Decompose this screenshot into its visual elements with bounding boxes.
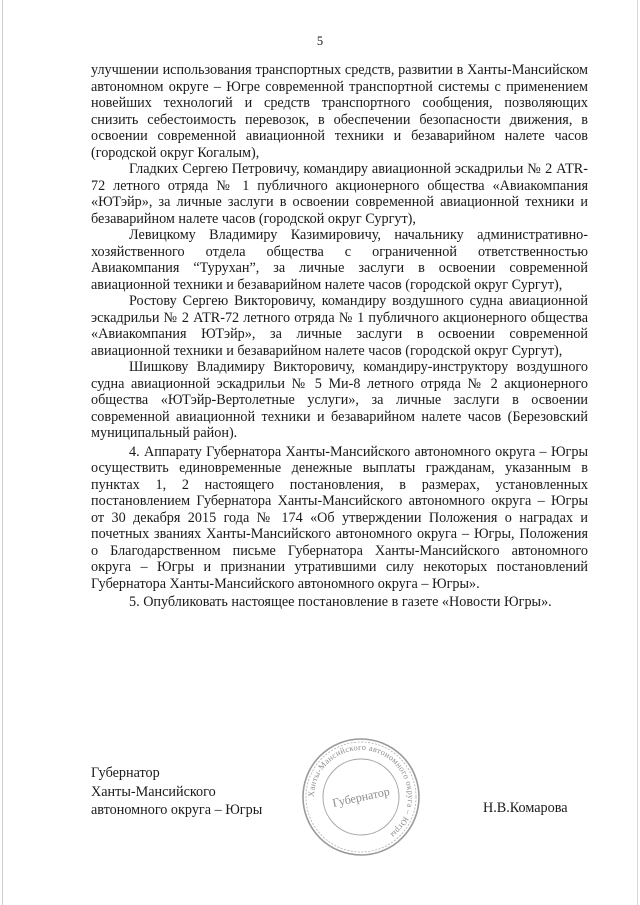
signature-title-line: автономного округа – Югры bbox=[91, 802, 263, 818]
paragraph-continuation: улучшении использования транспортных средств, развитии в Ханты-Мансийском автономном округе – Югре современной транспортной системы с применением новейших технологий и средств транспортного сообщения, позволяющих снизить себестоимость перевозок, в обеспечении безопасности движения, в освоении современной авиационной техники и безаварийном налете часов (городской округ Когалым), bbox=[91, 62, 588, 161]
paragraph-item-4: 4. Аппарату Губернатора Ханты-Мансийского автономного округа – Югры осуществить единовременные денежные выплаты гражданам, указанным в пунктах 1, 2 настоящего постановления, в размерах, установленных постановлением Губернатора Ханты-Мансийского автономного округа – Югры от 30 декабря 2015 года № 174 «Об утверждении Положения о наградах и почетных званиях Ханты-Мансийского автономного округа – Югры, Положения о Благодарственном письме Губернатора Ханты-Мансийского автономного округа – Югры и признании утратившими силу некоторых постановлений Губернатора Ханты-Мансийского автономного округа – Югры». bbox=[91, 443, 588, 592]
paragraph-gladkikh: Гладких Сергею Петровичу, командиру авиационной эскадрильи № 2 АТR-72 летного отряда № 1 публичного акционерного общества «Авиакомпания «ЮТэйр», за личные заслуги в освоении современной авиационной техники и безаварийном налете часов (городской округ Сургут), bbox=[91, 161, 588, 227]
signature-title-line: Губернатор bbox=[91, 765, 160, 781]
paragraph-rostov: Ростову Сергею Викторовичу, командиру воздушного судна авиационной эскадрильи № 2 АТR-72 летного отряда № 1 публичного акционерного общества «Авиакомпания ЮТэйр», за личные заслуги в освоении современной авиационной техники и безаварийном налете часов (городской округ Сургут), bbox=[91, 293, 588, 359]
official-stamp bbox=[299, 735, 423, 859]
paragraph-shishkov: Шишкову Владимиру Викторовичу, командиру-инструктору воздушного судна авиационной эскадрильи № 5 Ми-8 летного отряда № 2 акционерного общества «ЮТэйр-Вертолетные услуги», за личные заслуги в освоении современной авиационной техники и безаварийном налете часов (Березовский муниципальный район). bbox=[91, 359, 588, 441]
paragraph-item-5: 5. Опубликовать настоящее постановление в газете «Новости Югры». bbox=[129, 594, 552, 610]
signer-name: Н.В.Комарова bbox=[483, 800, 568, 816]
scan-edge-left bbox=[2, 0, 3, 905]
signature-title-line: Ханты-Мансийского bbox=[91, 783, 216, 800]
stamp-center-text: Губернатор bbox=[331, 784, 391, 810]
stamp-ring-text: Ханты-Мансийского автономного округа – Югры bbox=[306, 742, 416, 840]
scan-edge-right bbox=[637, 0, 638, 905]
document-body bbox=[91, 62, 588, 611]
page-number: 5 bbox=[316, 34, 324, 48]
paragraph-levitsky: Левицкому Владимиру Казимировичу, начальнику административно-хозяйственного отдела общества с ограниченной ответственностью Авиакомпания “Турухан”, за личные заслуги в освоении современной авиационной техники и безаварийном налете часов (городской округ Сургут), bbox=[91, 227, 588, 293]
signature-title bbox=[91, 764, 262, 820]
